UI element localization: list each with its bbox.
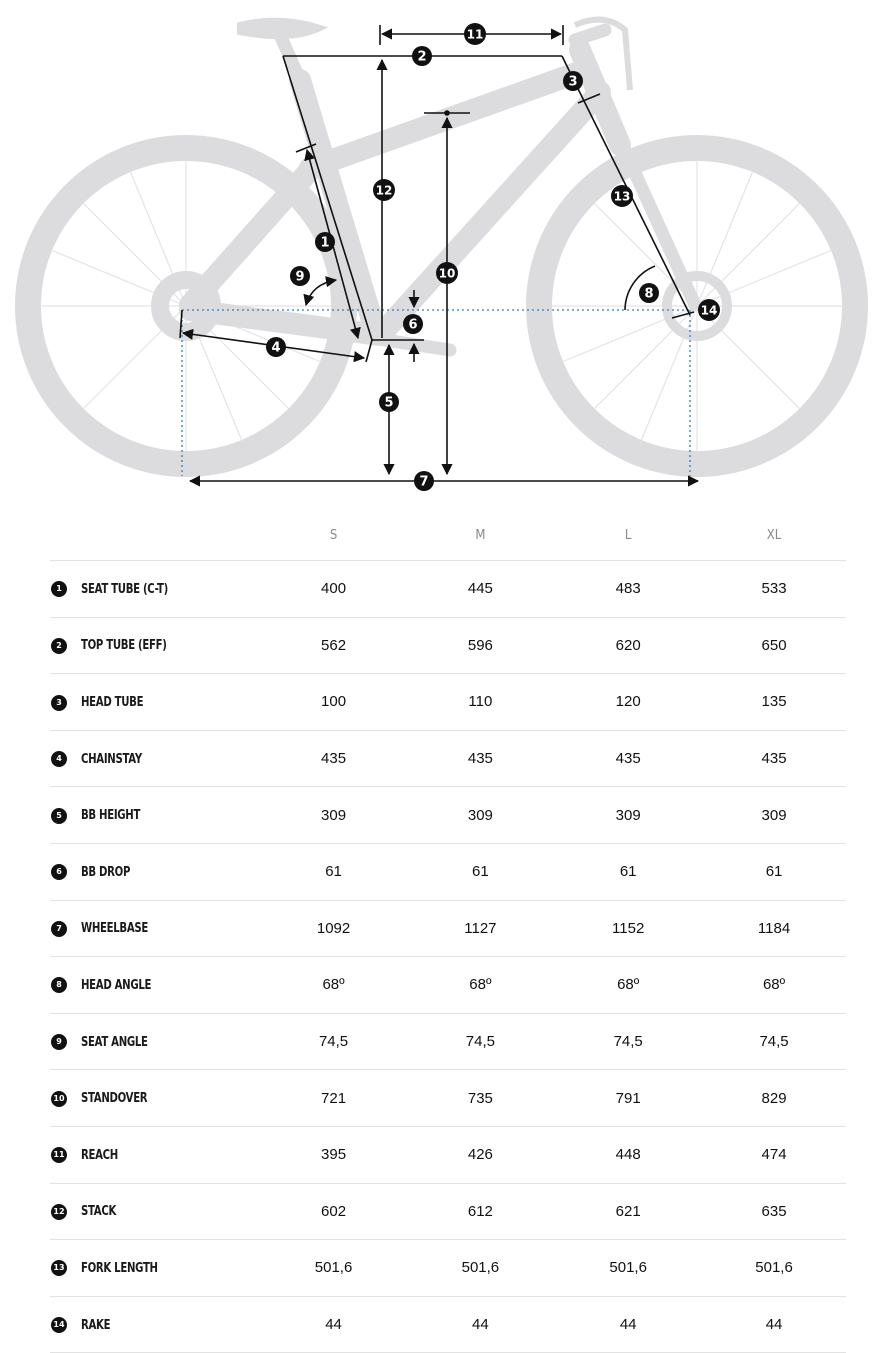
value-cell: 721 <box>261 1070 407 1127</box>
row-label: RAKE <box>81 1317 111 1333</box>
value-cell: 501,6 <box>261 1240 407 1297</box>
value-cell: 74,5 <box>554 1013 702 1070</box>
value-cell: 1127 <box>406 900 554 957</box>
marker-11 <box>464 23 486 45</box>
value-cell: 400 <box>261 561 407 618</box>
svg-text:6: 6 <box>408 317 418 333</box>
value-cell: 68º <box>702 957 846 1014</box>
value-cell: 110 <box>406 674 554 731</box>
value-cell: 309 <box>261 787 407 844</box>
row-label: WHEELBASE <box>81 921 148 937</box>
row-number-badge: 10 <box>51 1091 67 1107</box>
row-label-cell <box>50 1240 261 1297</box>
row-label-cell <box>50 1126 261 1183</box>
value-cell: 68º <box>261 957 407 1014</box>
value-cell: 1092 <box>261 900 407 957</box>
value-cell: 435 <box>261 730 407 787</box>
value-cell: 501,6 <box>554 1240 702 1297</box>
size-header-m: M <box>406 510 554 561</box>
row-number-badge: 1 <box>51 581 67 597</box>
table-row <box>50 1240 846 1297</box>
table-row <box>50 730 846 787</box>
row-label: HEAD ANGLE <box>81 977 152 993</box>
value-cell: 620 <box>554 617 702 674</box>
row-label-cell <box>50 1070 261 1127</box>
row-number-badge: 5 <box>51 808 67 824</box>
row-number-badge: 2 <box>51 638 67 654</box>
marker-9 <box>290 266 310 286</box>
label-column-header <box>50 510 261 561</box>
value-cell: 435 <box>554 730 702 787</box>
value-cell: 533 <box>702 561 846 618</box>
dimension-lines <box>180 25 698 481</box>
marker-5 <box>379 392 399 412</box>
row-label: BB HEIGHT <box>81 808 141 824</box>
value-cell: 61 <box>702 843 846 900</box>
svg-text:13: 13 <box>613 189 631 204</box>
row-label: SEAT ANGLE <box>81 1034 148 1050</box>
value-cell: 74,5 <box>406 1013 554 1070</box>
row-label-cell <box>50 561 261 618</box>
bike-geometry-diagram <box>0 0 882 500</box>
table-row <box>50 1070 846 1127</box>
row-label: REACH <box>81 1147 118 1163</box>
value-cell: 309 <box>406 787 554 844</box>
svg-text:3: 3 <box>568 74 578 90</box>
value-cell: 395 <box>261 1126 407 1183</box>
row-label: HEAD TUBE <box>81 695 144 710</box>
value-cell: 635 <box>702 1183 846 1240</box>
svg-text:12: 12 <box>375 183 393 198</box>
size-header-s: S <box>261 510 407 561</box>
row-label: BB DROP <box>81 864 131 880</box>
table-row <box>50 674 846 731</box>
marker-8 <box>639 283 659 303</box>
value-cell: 501,6 <box>406 1240 554 1297</box>
value-cell: 435 <box>702 730 846 787</box>
svg-text:8: 8 <box>644 286 654 302</box>
value-cell: 621 <box>554 1183 702 1240</box>
value-cell: 309 <box>554 787 702 844</box>
value-cell: 68º <box>554 957 702 1014</box>
value-cell: 483 <box>554 561 702 618</box>
value-cell: 68º <box>406 957 554 1014</box>
marker-3 <box>563 71 583 91</box>
svg-text:14: 14 <box>700 303 718 318</box>
row-number-badge: 9 <box>51 1034 67 1050</box>
row-label: TOP TUBE (EFF) <box>81 638 167 654</box>
size-header-row <box>50 510 846 561</box>
value-cell: 1184 <box>702 900 846 957</box>
size-header-l: L <box>554 510 702 561</box>
table-row <box>50 900 846 957</box>
row-label-cell <box>50 843 261 900</box>
row-label: CHAINSTAY <box>81 751 142 767</box>
svg-text:1: 1 <box>320 235 330 251</box>
value-cell: 61 <box>554 843 702 900</box>
value-cell: 61 <box>406 843 554 900</box>
value-cell: 1152 <box>554 900 702 957</box>
value-cell: 448 <box>554 1126 702 1183</box>
table-row <box>50 1296 846 1353</box>
row-number-badge: 8 <box>51 977 67 993</box>
table-row <box>50 787 846 844</box>
svg-text:5: 5 <box>384 395 394 411</box>
row-number-badge: 13 <box>51 1260 67 1276</box>
saddle <box>240 21 320 37</box>
value-cell: 650 <box>702 617 846 674</box>
marker-4 <box>266 337 286 357</box>
marker-6 <box>403 314 423 334</box>
row-label-cell <box>50 787 261 844</box>
row-label-cell <box>50 1183 261 1240</box>
row-label-cell <box>50 1013 261 1070</box>
value-cell: 501,6 <box>702 1240 846 1297</box>
geometry-table <box>50 510 846 1353</box>
row-number-badge: 3 <box>51 695 67 711</box>
row-label: STANDOVER <box>81 1091 148 1107</box>
svg-text:10: 10 <box>438 266 456 281</box>
value-cell: 100 <box>261 674 407 731</box>
value-cell: 44 <box>702 1296 846 1353</box>
value-cell: 309 <box>702 787 846 844</box>
marker-2 <box>412 46 432 66</box>
value-cell: 120 <box>554 674 702 731</box>
value-cell: 445 <box>406 561 554 618</box>
marker-12 <box>373 179 395 201</box>
value-cell: 612 <box>406 1183 554 1240</box>
value-cell: 44 <box>406 1296 554 1353</box>
value-cell: 135 <box>702 674 846 731</box>
svg-text:4: 4 <box>271 340 281 356</box>
table-row <box>50 957 846 1014</box>
value-cell: 61 <box>261 843 407 900</box>
row-label-cell <box>50 1296 261 1353</box>
row-number-badge: 7 <box>51 921 67 937</box>
table-row <box>50 1183 846 1240</box>
value-cell: 435 <box>406 730 554 787</box>
row-label: SEAT TUBE (C-T) <box>81 581 168 597</box>
marker-13 <box>611 185 633 207</box>
row-label-cell <box>50 900 261 957</box>
marker-7 <box>414 471 434 491</box>
row-label: STACK <box>81 1204 117 1220</box>
value-cell: 562 <box>261 617 407 674</box>
bike-silhouette <box>28 20 855 464</box>
row-number-badge: 12 <box>51 1204 67 1220</box>
table-row <box>50 617 846 674</box>
row-number-badge: 6 <box>51 864 67 880</box>
row-label: FORK LENGTH <box>81 1260 158 1276</box>
row-label-cell <box>50 617 261 674</box>
value-cell: 602 <box>261 1183 407 1240</box>
value-cell: 791 <box>554 1070 702 1127</box>
marker-1 <box>315 232 335 252</box>
table-row <box>50 561 846 618</box>
row-number-badge: 14 <box>51 1317 67 1333</box>
svg-text:11: 11 <box>466 27 484 42</box>
value-cell: 74,5 <box>702 1013 846 1070</box>
row-label-cell <box>50 730 261 787</box>
seatstay-frame <box>190 170 310 305</box>
marker-10 <box>436 262 458 284</box>
row-number-badge: 11 <box>51 1147 67 1163</box>
value-cell: 74,5 <box>261 1013 407 1070</box>
svg-text:7: 7 <box>419 474 429 490</box>
value-cell: 596 <box>406 617 554 674</box>
value-cell: 44 <box>554 1296 702 1353</box>
table-row <box>50 1013 846 1070</box>
value-cell: 735 <box>406 1070 554 1127</box>
table-row <box>50 1126 846 1183</box>
row-label-cell <box>50 957 261 1014</box>
row-label-cell <box>50 674 261 731</box>
size-header-xl: XL <box>702 510 846 561</box>
stem <box>575 30 605 40</box>
table-row <box>50 843 846 900</box>
value-cell: 44 <box>261 1296 407 1353</box>
crank <box>385 340 450 350</box>
row-number-badge: 4 <box>51 751 67 767</box>
marker-14 <box>698 299 720 321</box>
value-cell: 829 <box>702 1070 846 1127</box>
svg-text:9: 9 <box>295 269 305 285</box>
svg-text:2: 2 <box>417 49 427 65</box>
value-cell: 426 <box>406 1126 554 1183</box>
value-cell: 474 <box>702 1126 846 1183</box>
